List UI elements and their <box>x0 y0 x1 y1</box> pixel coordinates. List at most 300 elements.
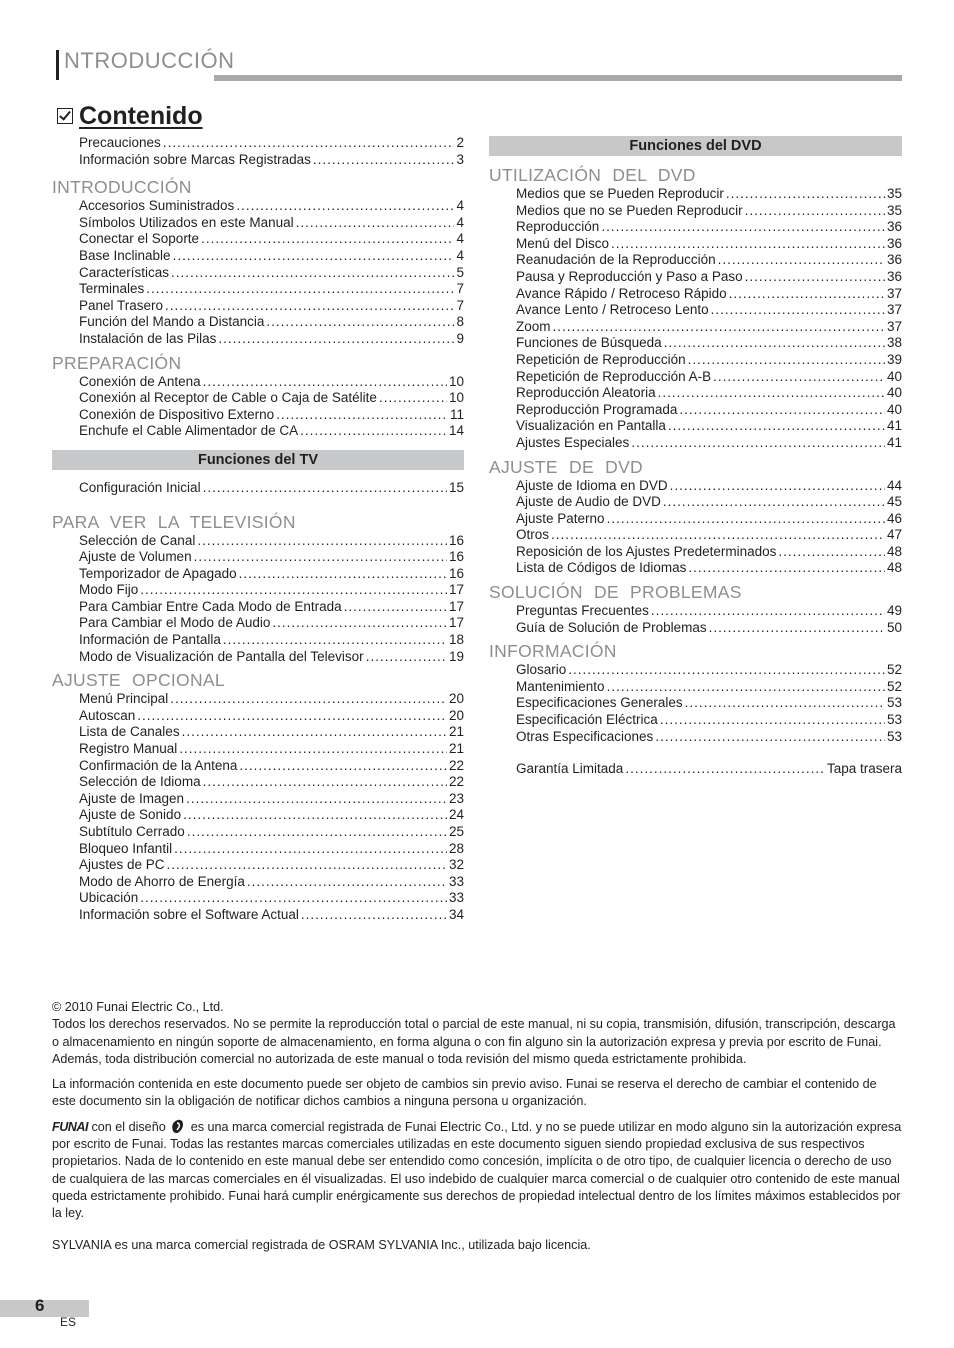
sylvania-trademark: SYLVANIA es una marca comercial registrada de OSRAM SYLVANIA Inc., utilizada bajo licencia. <box>52 1237 591 1252</box>
toc-entry-title: Reproducción Programada <box>516 401 678 417</box>
toc-entry-title: Información sobre el Software Actual <box>79 906 299 922</box>
toc-section-title: AJUSTE OPCIONAL <box>52 670 225 691</box>
language-code: ES <box>60 1315 77 1329</box>
toc-heading <box>57 101 203 131</box>
toc-entry[interactable] <box>489 679 902 696</box>
toc-leader-dots <box>203 774 447 791</box>
toc-entry-page: 53 <box>886 728 902 744</box>
toc-group-band: Funciones del TV <box>52 450 464 470</box>
toc-leader-dots <box>247 874 447 891</box>
toc-leader-dots <box>625 761 825 778</box>
header-rule <box>214 75 902 81</box>
toc-entry[interactable] <box>52 708 464 725</box>
toc-entry-title: Registro Manual <box>79 741 178 757</box>
toc-entry-page: 4 <box>456 214 464 230</box>
toc-entry-page: 2 <box>456 135 464 150</box>
toc-entry-title: Funciones de Búsqueda <box>516 335 662 351</box>
toc-entry-page: 3 <box>456 151 464 167</box>
toc-entry[interactable] <box>489 494 902 511</box>
toc-entry-page: 14 <box>448 423 464 439</box>
toc-entry-title: Medios que se Pueden Reproducir <box>516 186 724 201</box>
toc-entry-title: Temporizador de Apagado <box>79 565 237 581</box>
toc-leader-dots <box>713 369 885 386</box>
toc-entry-title: Especificación Eléctrica <box>516 712 658 728</box>
header-initial-bar <box>56 50 59 80</box>
toc-entry-page: 35 <box>886 186 902 201</box>
toc-leader-dots <box>186 791 447 808</box>
toc-leader-dots <box>173 248 455 265</box>
toc-leader-dots <box>688 352 885 369</box>
toc-entry[interactable] <box>52 231 464 248</box>
toc-entry[interactable] <box>489 203 902 220</box>
toc-entry[interactable] <box>52 632 464 649</box>
toc-entry-title: Función del Mando a Distancia <box>79 314 265 330</box>
toc-leader-dots <box>140 890 447 907</box>
toc-entry-page: 10 <box>448 390 464 406</box>
toc-entry-page: 37 <box>886 302 902 318</box>
toc-entry-title: Preguntas Frecuentes <box>516 603 649 619</box>
toc-entry-page: 20 <box>448 691 464 707</box>
toc-entry[interactable] <box>489 186 902 203</box>
toc-entry-title: Conexión de Dispositivo Externo <box>79 406 275 422</box>
toc-entry-page: 44 <box>886 477 902 493</box>
toc-entry[interactable] <box>52 841 464 858</box>
toc-leader-dots <box>197 533 447 550</box>
toc-entry-page: 10 <box>448 373 464 389</box>
toc-entry-page: 36 <box>886 268 902 284</box>
toc-entry[interactable] <box>489 269 902 286</box>
toc-entry-title: Pausa y Reproducción y Paso a Paso <box>516 268 743 284</box>
toc-entry[interactable] <box>489 527 902 544</box>
toc-entry-title: Selección de Canal <box>79 532 196 548</box>
toc-entry-title: Instalación de las Pilas <box>79 330 217 346</box>
toc-entry-title: Avance Lento / Retroceso Lento <box>516 302 709 318</box>
toc-entry[interactable] <box>52 807 464 824</box>
toc-entry[interactable] <box>489 544 902 561</box>
toc-entry-title: Menú del Disco <box>516 235 610 251</box>
toc-entry[interactable] <box>489 511 902 528</box>
copyright-line: © 2010 Funai Electric Co., Ltd. <box>52 1000 224 1014</box>
toc-entry[interactable] <box>52 152 464 169</box>
toc-entry-page: 4 <box>456 198 464 214</box>
toc-leader-dots <box>688 560 885 577</box>
toc-entry-title: Conexión de Antena <box>79 373 201 389</box>
toc-section-title: SOLUCIÓN DE PROBLEMAS <box>489 582 742 603</box>
toc-entry-page: 15 <box>448 479 464 495</box>
toc-entry-page: 4 <box>456 247 464 263</box>
toc-entry[interactable] <box>489 478 902 495</box>
toc-leader-dots <box>660 712 885 729</box>
toc-leader-dots <box>778 544 885 561</box>
toc-leader-dots <box>344 599 447 616</box>
toc-entry-page: 48 <box>886 560 902 576</box>
toc-leader-dots <box>568 662 885 679</box>
toc-entry-page: 36 <box>886 252 902 268</box>
toc-entry-title: Modo de Ahorro de Energía <box>79 873 245 889</box>
toc-entry-page: 22 <box>448 757 464 773</box>
toc-entry-title: Repetición de Reproducción A-B <box>516 368 712 384</box>
legal-paragraph: La información contenida en este documento puede ser objeto de cambios sin previo aviso. Funai se reserva el derecho de cambiar el contenido de este documento sin la obligación de notificar dichos cambios a ninguna persona u organización. <box>52 1077 877 1109</box>
toc-entry-page: 40 <box>886 368 902 384</box>
toc-entry-page: 20 <box>448 707 464 723</box>
toc-leader-dots <box>670 478 885 495</box>
toc-entry-title: Menú Principal <box>79 691 169 707</box>
toc-entry[interactable] <box>52 407 464 424</box>
toc-entry-title: Reanudación de la Reproducción <box>516 252 716 268</box>
toc-entry-title: Confirmación de la Antena <box>79 757 238 773</box>
toc-entry-page: 9 <box>456 330 464 346</box>
toc-entry[interactable] <box>52 265 464 282</box>
toc-entry-page: 47 <box>886 527 902 543</box>
trademark-paragraph: FUNAI con el diseño es una marca comercial registrada de Funai Electric Co., Ltd. y no se puede utilizar en modo alguno sin la autorización expresa por escrito de Funai. Todas las restantes marcas comerciales utilizadas en este documento siguen siendo propiedad exclusiva de sus respectivos propietarios. Nada de lo contenido en este manual debe ser entendido como concesión, implícita o de otro tipo, de cualquier licencia o derecho de uso de cualquiera de las marcas comerciales en él visualizadas. El uso indebido de cualquier marca comercial o de cualquier otro contenido de este manual queda estrictamente prohibido. Funai hará cumplir enérgicamente sus derechos de propiedad intelectual dentro de los límites máximos establecidos por la ley. <box>52 1119 902 1221</box>
toc-entry[interactable] <box>52 374 464 391</box>
toc-entry-title: Ubicación <box>79 890 139 906</box>
toc-entry-page: 21 <box>448 741 464 757</box>
toc-entry-title: Visualización en Pantalla <box>516 418 666 434</box>
toc-entry[interactable] <box>489 385 902 402</box>
toc-entry-page: 32 <box>448 857 464 873</box>
toc-entry[interactable] <box>489 352 902 369</box>
toc-entry-page: 34 <box>448 906 464 922</box>
toc-entry-title: Lista de Códigos de Idiomas <box>516 560 687 576</box>
toc-entry-title: Ajuste de Audio de DVD <box>516 494 661 510</box>
toc-entry[interactable] <box>52 615 464 632</box>
toc-entry-page: 41 <box>886 418 902 434</box>
toc-leader-dots <box>296 215 455 232</box>
toc-right-column <box>489 135 902 778</box>
toc-entry-title: Conectar el Soporte <box>79 231 200 247</box>
toc-leader-dots <box>729 286 885 303</box>
toc-entry[interactable] <box>52 135 464 152</box>
toc-entry-page: 39 <box>886 351 902 367</box>
toc-entry-title: Reposición de los Ajustes Predeterminados <box>516 543 777 559</box>
toc-entry[interactable] <box>52 857 464 874</box>
toc-entry-title: Guía de Solución de Problemas <box>516 619 707 635</box>
toc-entry[interactable] <box>52 691 464 708</box>
toc-entry-page: 41 <box>886 434 902 450</box>
toc-entry-title: Características <box>79 264 170 280</box>
toc-entry[interactable] <box>52 824 464 841</box>
toc-leader-dots <box>745 269 885 286</box>
toc-entry-page: 11 <box>449 406 464 422</box>
toc-entry-page: 19 <box>448 648 464 664</box>
toc-entry-title: Enchufe el Cable Alimentador de CA <box>79 423 299 439</box>
toc-entry[interactable] <box>489 712 902 729</box>
toc-entry[interactable] <box>52 281 464 298</box>
toc-entry[interactable] <box>52 331 464 348</box>
toc-entry[interactable] <box>52 480 464 497</box>
toc-leader-dots <box>655 729 885 746</box>
toc-entry[interactable] <box>52 390 464 407</box>
toc-entry[interactable] <box>52 907 464 924</box>
toc-entry-title: Reproducción <box>516 219 600 235</box>
toc-entry[interactable] <box>489 236 902 253</box>
toc-entry-title: Garantía Limitada <box>516 761 624 777</box>
toc-entry[interactable] <box>489 402 902 419</box>
toc-leader-dots <box>163 135 455 152</box>
toc-left-column <box>52 135 464 924</box>
toc-leader-dots <box>679 402 885 419</box>
toc-leader-dots <box>301 907 447 924</box>
toc-entry-title: Ajuste de Imagen <box>79 790 185 806</box>
toc-entry[interactable] <box>52 758 464 775</box>
toc-entry[interactable] <box>52 566 464 583</box>
toc-entry-page: 17 <box>448 582 464 598</box>
toc-leader-dots <box>551 527 885 544</box>
toc-leader-dots <box>663 494 885 511</box>
toc-entry[interactable] <box>52 890 464 907</box>
toc-entry[interactable] <box>52 582 464 599</box>
page-header <box>54 46 902 82</box>
toc-entry-page: 45 <box>886 494 902 510</box>
toc-leader-dots <box>553 319 885 336</box>
toc-section-title: INTRODUCCIÓN <box>52 177 192 198</box>
toc-entry-title: Panel Trasero <box>79 297 164 313</box>
toc-leader-dots <box>611 236 885 253</box>
toc-entry[interactable] <box>489 620 902 637</box>
toc-entry-page: 46 <box>886 510 902 526</box>
legal-paragraph: Todos los derechos reservados. No se permite la reproducción total o parcial de este manual, ni su copia, transmisión, difusión, transcripción, descarga o almacenamiento en ningún soporte de almacenamiento, en forma alguna o con fin alguno sin la autorización expresa y previa por escrito de Funai. <box>52 1017 896 1049</box>
toc-entry-title: Selección de Idioma <box>79 774 201 790</box>
toc-entry-title: Especificaciones Generales <box>516 695 683 711</box>
toc-title: Contenido <box>79 101 203 130</box>
toc-leader-dots <box>366 649 447 666</box>
toc-entry-page: 52 <box>886 678 902 694</box>
toc-entry[interactable] <box>489 302 902 319</box>
toc-leader-dots <box>607 511 885 528</box>
toc-leader-dots <box>601 219 885 236</box>
toc-leader-dots <box>167 857 447 874</box>
toc-leader-dots <box>165 298 454 315</box>
toc-entry[interactable] <box>52 791 464 808</box>
legal-paragraph: Además, toda distribución comercial no autorizada de este manual o toda revisión del mismo queda estrictamente prohibida. <box>52 1051 747 1066</box>
toc-leader-dots <box>137 708 447 725</box>
toc-entry-title: Mantenimiento <box>516 678 605 694</box>
toc-entry-page: 49 <box>886 603 902 619</box>
toc-entry-title: Base Inclinable <box>79 247 171 263</box>
toc-entry-title: Zoom <box>516 318 551 334</box>
toc-leader-dots <box>140 582 447 599</box>
toc-leader-dots <box>313 152 455 169</box>
funai-design-icon <box>171 1119 185 1134</box>
toc-entry-page: 50 <box>886 619 902 635</box>
toc-leader-dots <box>272 615 447 632</box>
toc-entry[interactable] <box>489 560 902 577</box>
toc-leader-dots <box>658 385 885 402</box>
toc-entry-title: Para Cambiar el Modo de Audio <box>79 615 271 631</box>
toc-section-title: INFORMACIÓN <box>489 641 617 662</box>
toc-entry[interactable] <box>489 335 902 352</box>
toc-leader-dots <box>171 265 454 282</box>
toc-entry-page: 33 <box>448 873 464 889</box>
toc-section-title: PREPARACIÓN <box>52 352 182 373</box>
toc-entry-title: Accesorios Suministrados <box>79 198 235 214</box>
toc-leader-dots <box>182 724 447 741</box>
toc-entry-title: Información de Pantalla <box>79 632 221 648</box>
toc-entry-title: Bloqueo Infantil <box>79 840 173 856</box>
toc-entry-title: Otras Especificaciones <box>516 728 654 744</box>
toc-entry-page: 53 <box>886 695 902 711</box>
toc-entry-page: 16 <box>448 532 464 548</box>
toc-entry-page: 48 <box>886 543 902 559</box>
toc-entry[interactable] <box>489 695 902 712</box>
toc-entry-page: 7 <box>456 281 464 297</box>
toc-leader-dots <box>266 314 454 331</box>
toc-entry-title: Reproducción Aleatoria <box>516 385 656 401</box>
toc-entry-page: 38 <box>886 335 902 351</box>
toc-entry[interactable] <box>489 729 902 746</box>
toc-entry-page: 25 <box>448 824 464 839</box>
toc-entry[interactable] <box>489 286 902 303</box>
toc-leader-dots <box>194 549 447 566</box>
toc-leader-dots <box>711 302 885 319</box>
legal-notice <box>52 999 902 1254</box>
toc-leader-dots <box>183 807 447 824</box>
toc-leader-dots <box>239 566 447 583</box>
toc-entry-page: 8 <box>456 314 464 330</box>
toc-entry-title: Ajuste de Volumen <box>79 549 192 565</box>
header-title: NTRODUCCIÓN <box>64 48 235 73</box>
toc-entry[interactable] <box>489 603 902 620</box>
toc-entry-title: Símbolos Utilizados en este Manual <box>79 214 294 230</box>
toc-leader-dots <box>300 423 447 440</box>
toc-entry-title: Para Cambiar Entre Cada Modo de Entrada <box>79 598 342 614</box>
toc-leader-dots <box>179 741 447 758</box>
toc-entry-title: Terminales <box>79 281 145 297</box>
toc-entry[interactable] <box>52 423 464 440</box>
toc-entry[interactable] <box>52 599 464 616</box>
toc-section-title: UTILIZACIÓN DEL DVD <box>489 165 696 185</box>
toc-leader-dots <box>174 841 447 858</box>
toc-entry-title: Repetición de Reproducción <box>516 351 686 367</box>
toc-entry-title: Subtítulo Cerrado <box>79 824 185 839</box>
toc-entry-page: 52 <box>886 662 902 678</box>
toc-entry-title: Ajustes de PC <box>79 857 165 873</box>
toc-leader-dots <box>201 231 454 248</box>
toc-leader-dots <box>170 691 447 708</box>
toc-entry-page: 28 <box>448 840 464 856</box>
toc-leader-dots <box>146 281 454 298</box>
toc-entry-title: Ajuste de Sonido <box>79 807 182 823</box>
toc-entry-page: 37 <box>886 318 902 334</box>
toc-leader-dots <box>709 620 885 637</box>
toc-entry[interactable] <box>52 549 464 566</box>
toc-entry-page: 53 <box>886 712 902 728</box>
toc-entry-page: 36 <box>886 219 902 235</box>
toc-entry[interactable] <box>52 874 464 891</box>
toc-entry[interactable] <box>52 724 464 741</box>
toc-leader-dots <box>236 198 454 215</box>
toc-entry-title: Modo de Visualización de Pantalla del Televisor <box>79 648 364 664</box>
toc-entry[interactable] <box>52 198 464 215</box>
toc-leader-dots <box>218 331 454 348</box>
toc-entry-title: Otros <box>516 527 550 543</box>
toc-entry[interactable] <box>489 662 902 679</box>
toc-entry-page: 33 <box>448 890 464 906</box>
toc-leader-dots <box>745 203 885 220</box>
toc-leader-dots <box>668 418 885 435</box>
toc-entry-page: 16 <box>448 549 464 565</box>
toc-leader-dots <box>664 335 885 352</box>
toc-entry-page: 7 <box>456 297 464 313</box>
toc-entry[interactable] <box>52 215 464 232</box>
toc-entry[interactable] <box>489 252 902 269</box>
toc-entry-title: Lista de Canales <box>79 724 180 740</box>
toc-entry-page: 17 <box>448 598 464 614</box>
toc-leader-dots <box>379 390 447 407</box>
toc-entry-page: 24 <box>448 807 464 823</box>
toc-entry[interactable] <box>52 741 464 758</box>
toc-entry-page: 23 <box>448 790 464 806</box>
toc-leader-dots <box>239 758 447 775</box>
toc-entry-title: Autoscan <box>79 707 136 723</box>
toc-entry-title: Modo Fijo <box>79 582 139 598</box>
toc-entry-title: Avance Rápido / Retroceso Rápido <box>516 285 727 301</box>
toc-entry-title: Precauciones <box>79 135 161 150</box>
toc-leader-dots <box>726 186 885 203</box>
toc-leader-dots <box>651 603 885 620</box>
toc-entry[interactable] <box>489 369 902 386</box>
toc-entry[interactable] <box>52 298 464 315</box>
toc-leader-dots <box>607 679 885 696</box>
toc-entry-title: Ajuste Paterno <box>516 510 605 526</box>
toc-leader-dots <box>187 824 447 841</box>
toc-entry-page: 5 <box>456 264 464 280</box>
toc-entry-page: 16 <box>448 565 464 581</box>
toc-leader-dots <box>203 480 447 497</box>
toc-entry-title: Conexión al Receptor de Cable o Caja de Satélite <box>79 390 377 406</box>
toc-entry-page: 37 <box>886 285 902 301</box>
toc-entry-title: Glosario <box>516 662 567 678</box>
toc-section-title: PARA VER LA TELEVISIÓN <box>52 511 296 532</box>
toc-leader-dots <box>203 374 447 391</box>
toc-entry[interactable] <box>52 248 464 265</box>
toc-entry-page: 40 <box>886 401 902 417</box>
toc-entry[interactable] <box>489 319 902 336</box>
toc-entry[interactable] <box>52 533 464 550</box>
toc-entry[interactable] <box>52 774 464 791</box>
toc-entry[interactable] <box>489 761 902 778</box>
toc-entry-title: Configuración Inicial <box>79 479 201 495</box>
toc-leader-dots <box>631 435 885 452</box>
toc-leader-dots <box>718 252 885 269</box>
toc-entry-page: 40 <box>886 385 902 401</box>
toc-entry-page: 36 <box>886 235 902 251</box>
toc-leader-dots <box>223 632 447 649</box>
funai-logo: FUNAI <box>52 1119 88 1134</box>
toc-entry-page: 21 <box>448 724 464 740</box>
toc-entry-page: 22 <box>448 774 464 790</box>
toc-leader-dots <box>276 407 448 424</box>
toc-entry-title: Ajustes Especiales <box>516 434 630 450</box>
toc-entry[interactable] <box>489 435 902 452</box>
page-number: 6 <box>35 1296 45 1315</box>
toc-entry-page: 35 <box>886 202 902 218</box>
toc-leader-dots <box>685 695 885 712</box>
toc-entry[interactable] <box>52 314 464 331</box>
toc-entry-title: Medios que no se Pueden Reproducir <box>516 202 743 218</box>
toc-entry-title: Ajuste de Idioma en DVD <box>516 477 668 493</box>
toc-entry-title: Información sobre Marcas Registradas <box>79 151 311 167</box>
toc-entry[interactable] <box>52 649 464 666</box>
toc-group-band: Funciones del DVD <box>489 136 902 156</box>
toc-section-title: AJUSTE DE DVD <box>489 456 643 477</box>
toc-entry[interactable] <box>489 418 902 435</box>
toc-entry-page: Tapa trasera <box>826 761 902 777</box>
toc-entry[interactable] <box>489 219 902 236</box>
toc-entry-page: 18 <box>448 632 464 648</box>
toc-entry-page: 4 <box>456 231 464 247</box>
